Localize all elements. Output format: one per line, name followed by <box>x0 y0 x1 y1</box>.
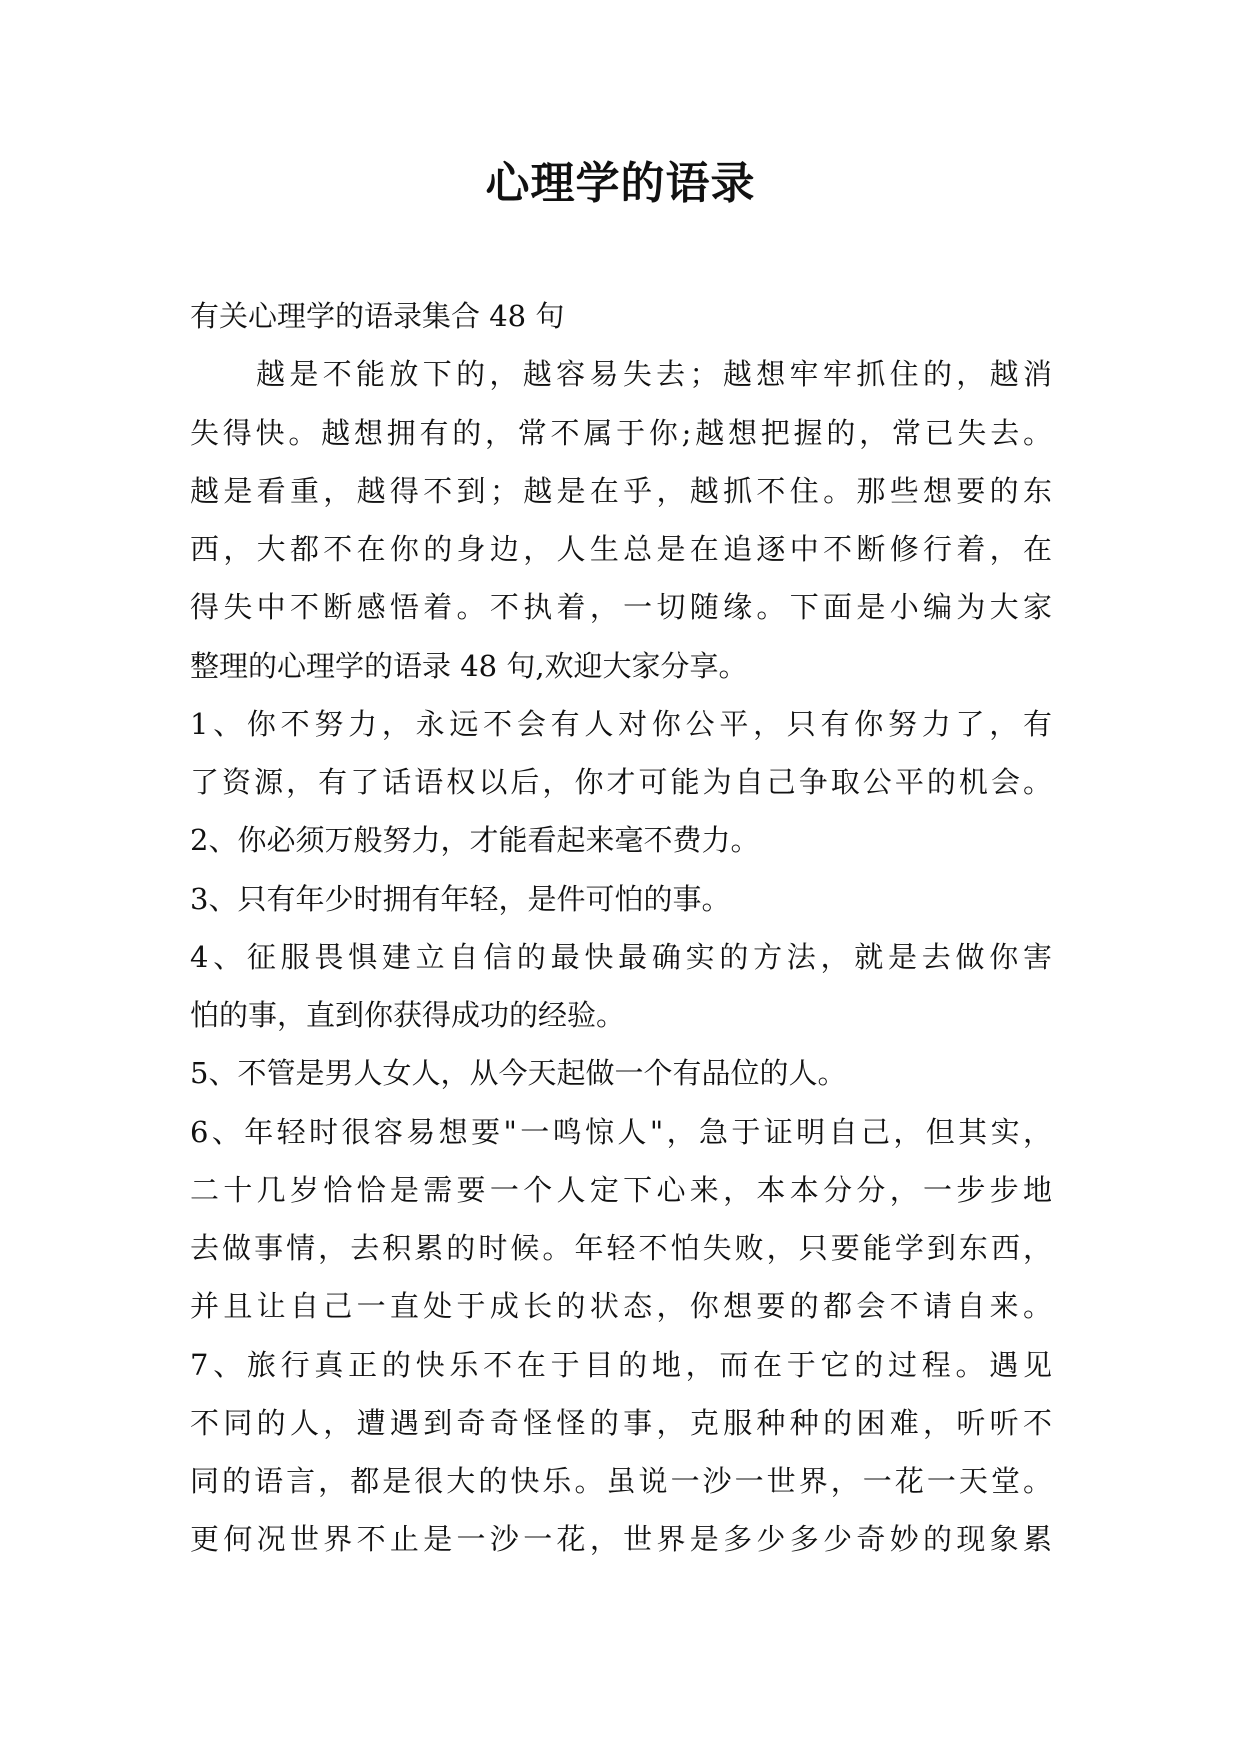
quote-line: 6、年轻时很容易想要"一鸣惊人"，急于证明自己，但其实， <box>190 1114 1052 1149</box>
document-body <box>190 287 1052 1569</box>
quote-line: 5、不管是男人女人，从今天起做一个有品位的人。 <box>190 1056 847 1091</box>
quote-item <box>190 870 1052 928</box>
intro-line: 越是看重，越得不到；越是在乎，越抓不住。那些想要的东 <box>190 473 1052 508</box>
quote-item <box>190 1103 1052 1336</box>
quote-item <box>190 811 1052 869</box>
quote-line: 更何况世界不止是一沙一花，世界是多少多少奇妙的现象累 <box>190 1522 1052 1557</box>
quote-item <box>190 928 1052 1045</box>
quote-line: 2、你必须万般努力，才能看起来毫不费力。 <box>190 823 760 858</box>
quote-line: 了资源，有了话语权以后，你才可能为自己争取公平的机会。 <box>190 765 1052 799</box>
intro-line: 整理的心理学的语录 48 句,欢迎大家分享。 <box>190 648 748 683</box>
quote-line: 7、旅行真正的快乐不在于目的地，而在于它的过程。遇见 <box>190 1347 1052 1382</box>
quote-item <box>190 695 1052 812</box>
quote-line: 4、征服畏惧建立自信的最快最确实的方法，就是去做你害 <box>190 939 1052 974</box>
subtitle: 有关心理学的语录集合 48 句 <box>190 299 565 333</box>
intro-line: 西，大都不在你的身边，人生总是在追逐中不断修行着，在 <box>190 532 1052 566</box>
quote-line: 同的语言，都是很大的快乐。虽说一沙一世界，一花一天堂。 <box>190 1464 1052 1498</box>
quote-line: 3、只有年少时拥有年轻，是件可怕的事。 <box>190 881 731 916</box>
quote-line: 二十几岁恰恰是需要一个人定下心来，本本分分，一步步地 <box>190 1172 1052 1207</box>
quote-line: 1、你不努力，永远不会有人对你公平，只有你努力了，有 <box>190 706 1052 741</box>
quote-line: 怕的事，直到你获得成功的经验。 <box>190 998 626 1032</box>
subtitle-paragraph <box>190 287 1052 345</box>
quote-item <box>190 1336 1052 1569</box>
page-title: 心理学的语录 <box>485 158 756 209</box>
intro-line: 越是不能放下的，越容易失去；越想牢牢抓住的，越消 <box>256 357 1052 392</box>
quote-line: 去做事情，去积累的时候。年轻不怕失败，只要能学到东西， <box>190 1231 1052 1265</box>
intro-line: 失得快。越想拥有的，常不属于你;越想把握的，常已失去。 <box>190 415 1052 450</box>
intro-line: 得失中不断感悟着。不执着，一切随缘。下面是小编为大家 <box>190 590 1052 625</box>
intro-paragraph <box>190 345 1052 695</box>
quote-line: 并且让自己一直处于成长的状态，你想要的都会不请自来。 <box>190 1289 1052 1324</box>
quote-line: 不同的人，遭遇到奇奇怪怪的事，克服种种的困难，听听不 <box>190 1405 1052 1440</box>
quote-item <box>190 1044 1052 1102</box>
